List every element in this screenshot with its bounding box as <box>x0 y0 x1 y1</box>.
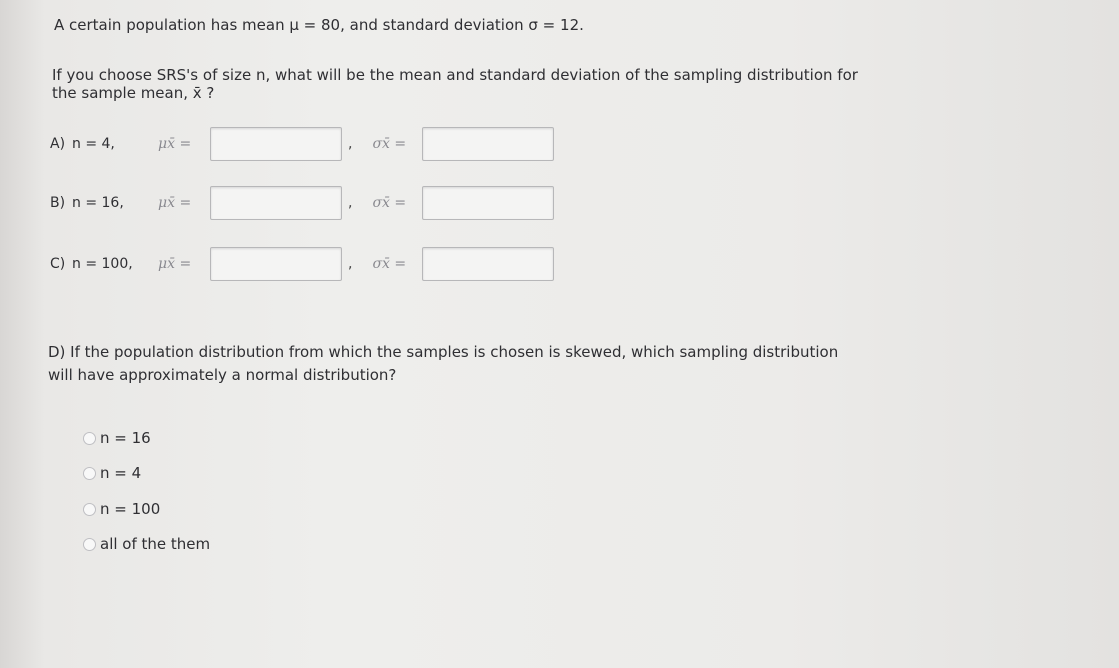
part-c-letter: C) <box>50 256 66 272</box>
part-a-mu-label: μx̄ = <box>158 136 192 152</box>
separator-comma: , <box>348 136 353 152</box>
option-all-of-them[interactable] <box>83 535 210 553</box>
part-b-mu-label: μx̄ = <box>158 195 192 211</box>
part-c-mu-label: μx̄ = <box>158 256 192 272</box>
option-label: n = 4 <box>100 464 142 482</box>
part-d-question-line-1: D) If the population distribution from which the samples is chosen is skewed, which sampling distribution <box>48 343 839 361</box>
part-c-sigma-label: σx̄ = <box>372 256 407 272</box>
part-a-mean-input[interactable] <box>210 127 342 161</box>
option-label: n = 100 <box>100 500 161 518</box>
part-a-n-label: n = 4, <box>72 136 115 152</box>
question-prompt-line-1: If you choose SRS's of size n, what will be the mean and standard deviation of the sampling distribution for <box>52 66 858 84</box>
part-a-sigma-label: σx̄ = <box>372 136 407 152</box>
part-b-sd-input[interactable] <box>422 186 554 220</box>
question-prompt-line-2: the sample mean, x̄ ? <box>52 84 215 102</box>
part-a-sd-input[interactable] <box>422 127 554 161</box>
part-b-letter: B) <box>50 195 66 211</box>
separator-comma: , <box>348 256 353 272</box>
option-label: all of the them <box>100 535 211 553</box>
option-n-4[interactable] <box>83 464 141 482</box>
option-n-100[interactable] <box>83 500 160 518</box>
option-label: n = 16 <box>100 429 151 447</box>
part-b-row <box>50 183 554 223</box>
part-c-row <box>50 244 554 284</box>
part-d-question-line-2: will have approximately a normal distribution? <box>48 366 397 384</box>
radio-button[interactable] <box>83 467 96 480</box>
radio-button[interactable] <box>83 432 96 445</box>
option-n-16[interactable] <box>83 429 151 447</box>
part-c-mean-input[interactable] <box>210 247 342 281</box>
radio-button[interactable] <box>83 538 96 551</box>
part-c-n-label: n = 100, <box>72 256 133 272</box>
question-intro: A certain population has mean μ = 80, and standard deviation σ = 12. <box>54 16 584 34</box>
part-a-letter: A) <box>50 136 66 152</box>
part-b-sigma-label: σx̄ = <box>372 195 407 211</box>
part-c-sd-input[interactable] <box>422 247 554 281</box>
part-a-row <box>50 124 554 164</box>
radio-button[interactable] <box>83 503 96 516</box>
part-b-n-label: n = 16, <box>72 195 124 211</box>
part-b-mean-input[interactable] <box>210 186 342 220</box>
separator-comma: , <box>348 195 353 211</box>
